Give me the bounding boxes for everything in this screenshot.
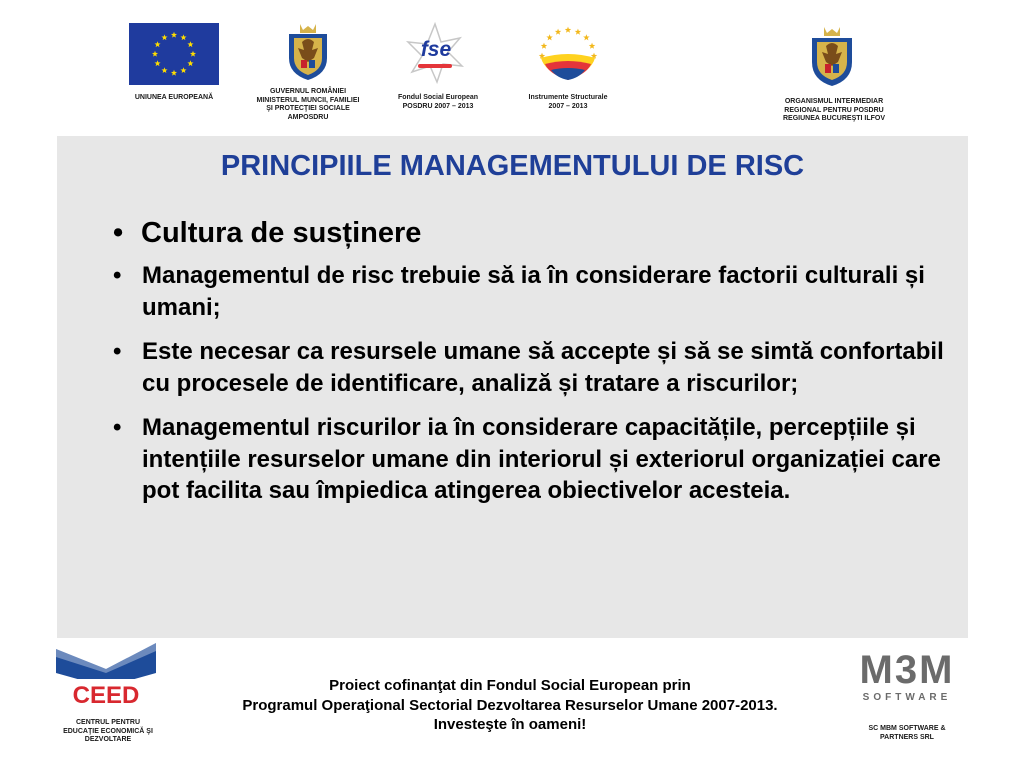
m3m-caption [840,725,974,742]
organism-caption-line: REGIONAL PENTRU POSDRU [784,106,884,114]
footer-line: Investeşte în oameni! [433,716,587,733]
government-caption-line: MINISTERUL MUNCII, FAMILIEI [256,96,360,104]
main-bullet [101,216,948,250]
fse-caption-line: POSDRU 2007 – 2013 [402,102,474,110]
bullet-dot: • [113,338,122,365]
bullet-list [101,216,948,520]
instrumente-star-icon [583,34,589,40]
sub-bullet-list [101,260,948,507]
m3m-caption-line: PARTNERS SRL [880,733,934,741]
slide-title: PRINCIPIILE MANAGEMENTULUI DE RISC [220,150,805,182]
eu-caption [112,94,236,103]
sub-bullet-text: Este necesar ca resursele umane să accepte și să se simtă confortabil cu procesele de identificare, analiză și tratare a riscurilor; [142,338,944,397]
content-panel [57,136,968,638]
bullet-dot: • [113,217,124,249]
footer-line: Programul Operaţional Sectorial Dezvoltarea Resurselor Umane 2007-2013. [242,696,778,714]
government-caption-line: AMPOSDRU [287,113,329,121]
instrumente-star-icon [565,27,571,33]
instrumente-star-icon [555,29,561,35]
m3m-caption-line: SC MBM SOFTWARE & [868,725,946,732]
instrumente-star-icon [575,29,581,35]
fse-logo [404,22,466,84]
instrumente-star-icon [541,43,547,49]
romanian-government-crest-logo [285,20,331,82]
footer-line: Proiect cofinanţat din Fondul Social European prin [329,677,691,694]
ceed-logo [56,643,156,713]
m3m-logo-text: M3M [859,648,955,692]
ceed-caption-line: DEZVOLTARE [84,736,132,743]
eu-caption-line: UNIUNEA EUROPEANĂ [134,94,214,101]
m3m-software-logo [845,648,969,710]
ceed-logo-text: CEED [72,682,140,709]
sub-bullet [101,336,948,399]
main-bullet-text: Cultura de susținere [141,217,422,249]
sub-bullet [101,260,948,323]
instrumente-caption [513,94,623,111]
instrumente-structurale-logo [533,22,603,88]
ceed-caption-line: EDUCAŢIE ECONOMICĂ ŞI [63,727,153,735]
bullet-dot: • [113,414,122,441]
fse-text: fse [420,38,452,61]
instrumente-star-icon [589,43,595,49]
government-caption-line: ŞI PROTECŢIEI SOCIALE [266,105,350,112]
fse-swoosh [418,64,452,68]
m3m-logo-subtext: SOFTWARE [862,692,952,703]
eu-flag-logo [129,23,219,85]
organism-intermediar-crest-logo [809,22,855,88]
instrumente-caption-line: 2007 – 2013 [548,102,588,110]
government-caption-line: GUVERNUL ROMÂNIEI [269,88,347,95]
sub-bullet [101,412,948,507]
organism-caption-line: ORGANISMUL INTERMEDIAR [784,98,884,105]
organism-caption [770,98,898,124]
government-caption [245,88,371,122]
sub-bullet-text: Managementul riscurilor ia în considerare capacitățile, percepțiile și intențiile resurselor umane din interiorul și exteriorul organizației care pot facilita sau împiedica atingerea obiectivelor acesteia. [142,414,941,504]
instrumente-star-icon [546,34,552,40]
sub-bullet-text: Managementul de risc trebuie să ia în considerare factorii culturali și umani; [142,262,925,321]
organism-caption-line: REGIUNEA BUCUREŞTI ILFOV [782,115,886,122]
instrumente-caption-line: Instrumente Structurale [528,94,608,101]
ceed-caption [48,719,168,745]
fse-caption-line: Fondul Social European [397,94,479,101]
bullet-dot: • [113,262,122,289]
ceed-caption-line: CENTRUL PENTRU [75,719,141,726]
footer-text [170,676,850,735]
fse-caption [383,94,493,111]
